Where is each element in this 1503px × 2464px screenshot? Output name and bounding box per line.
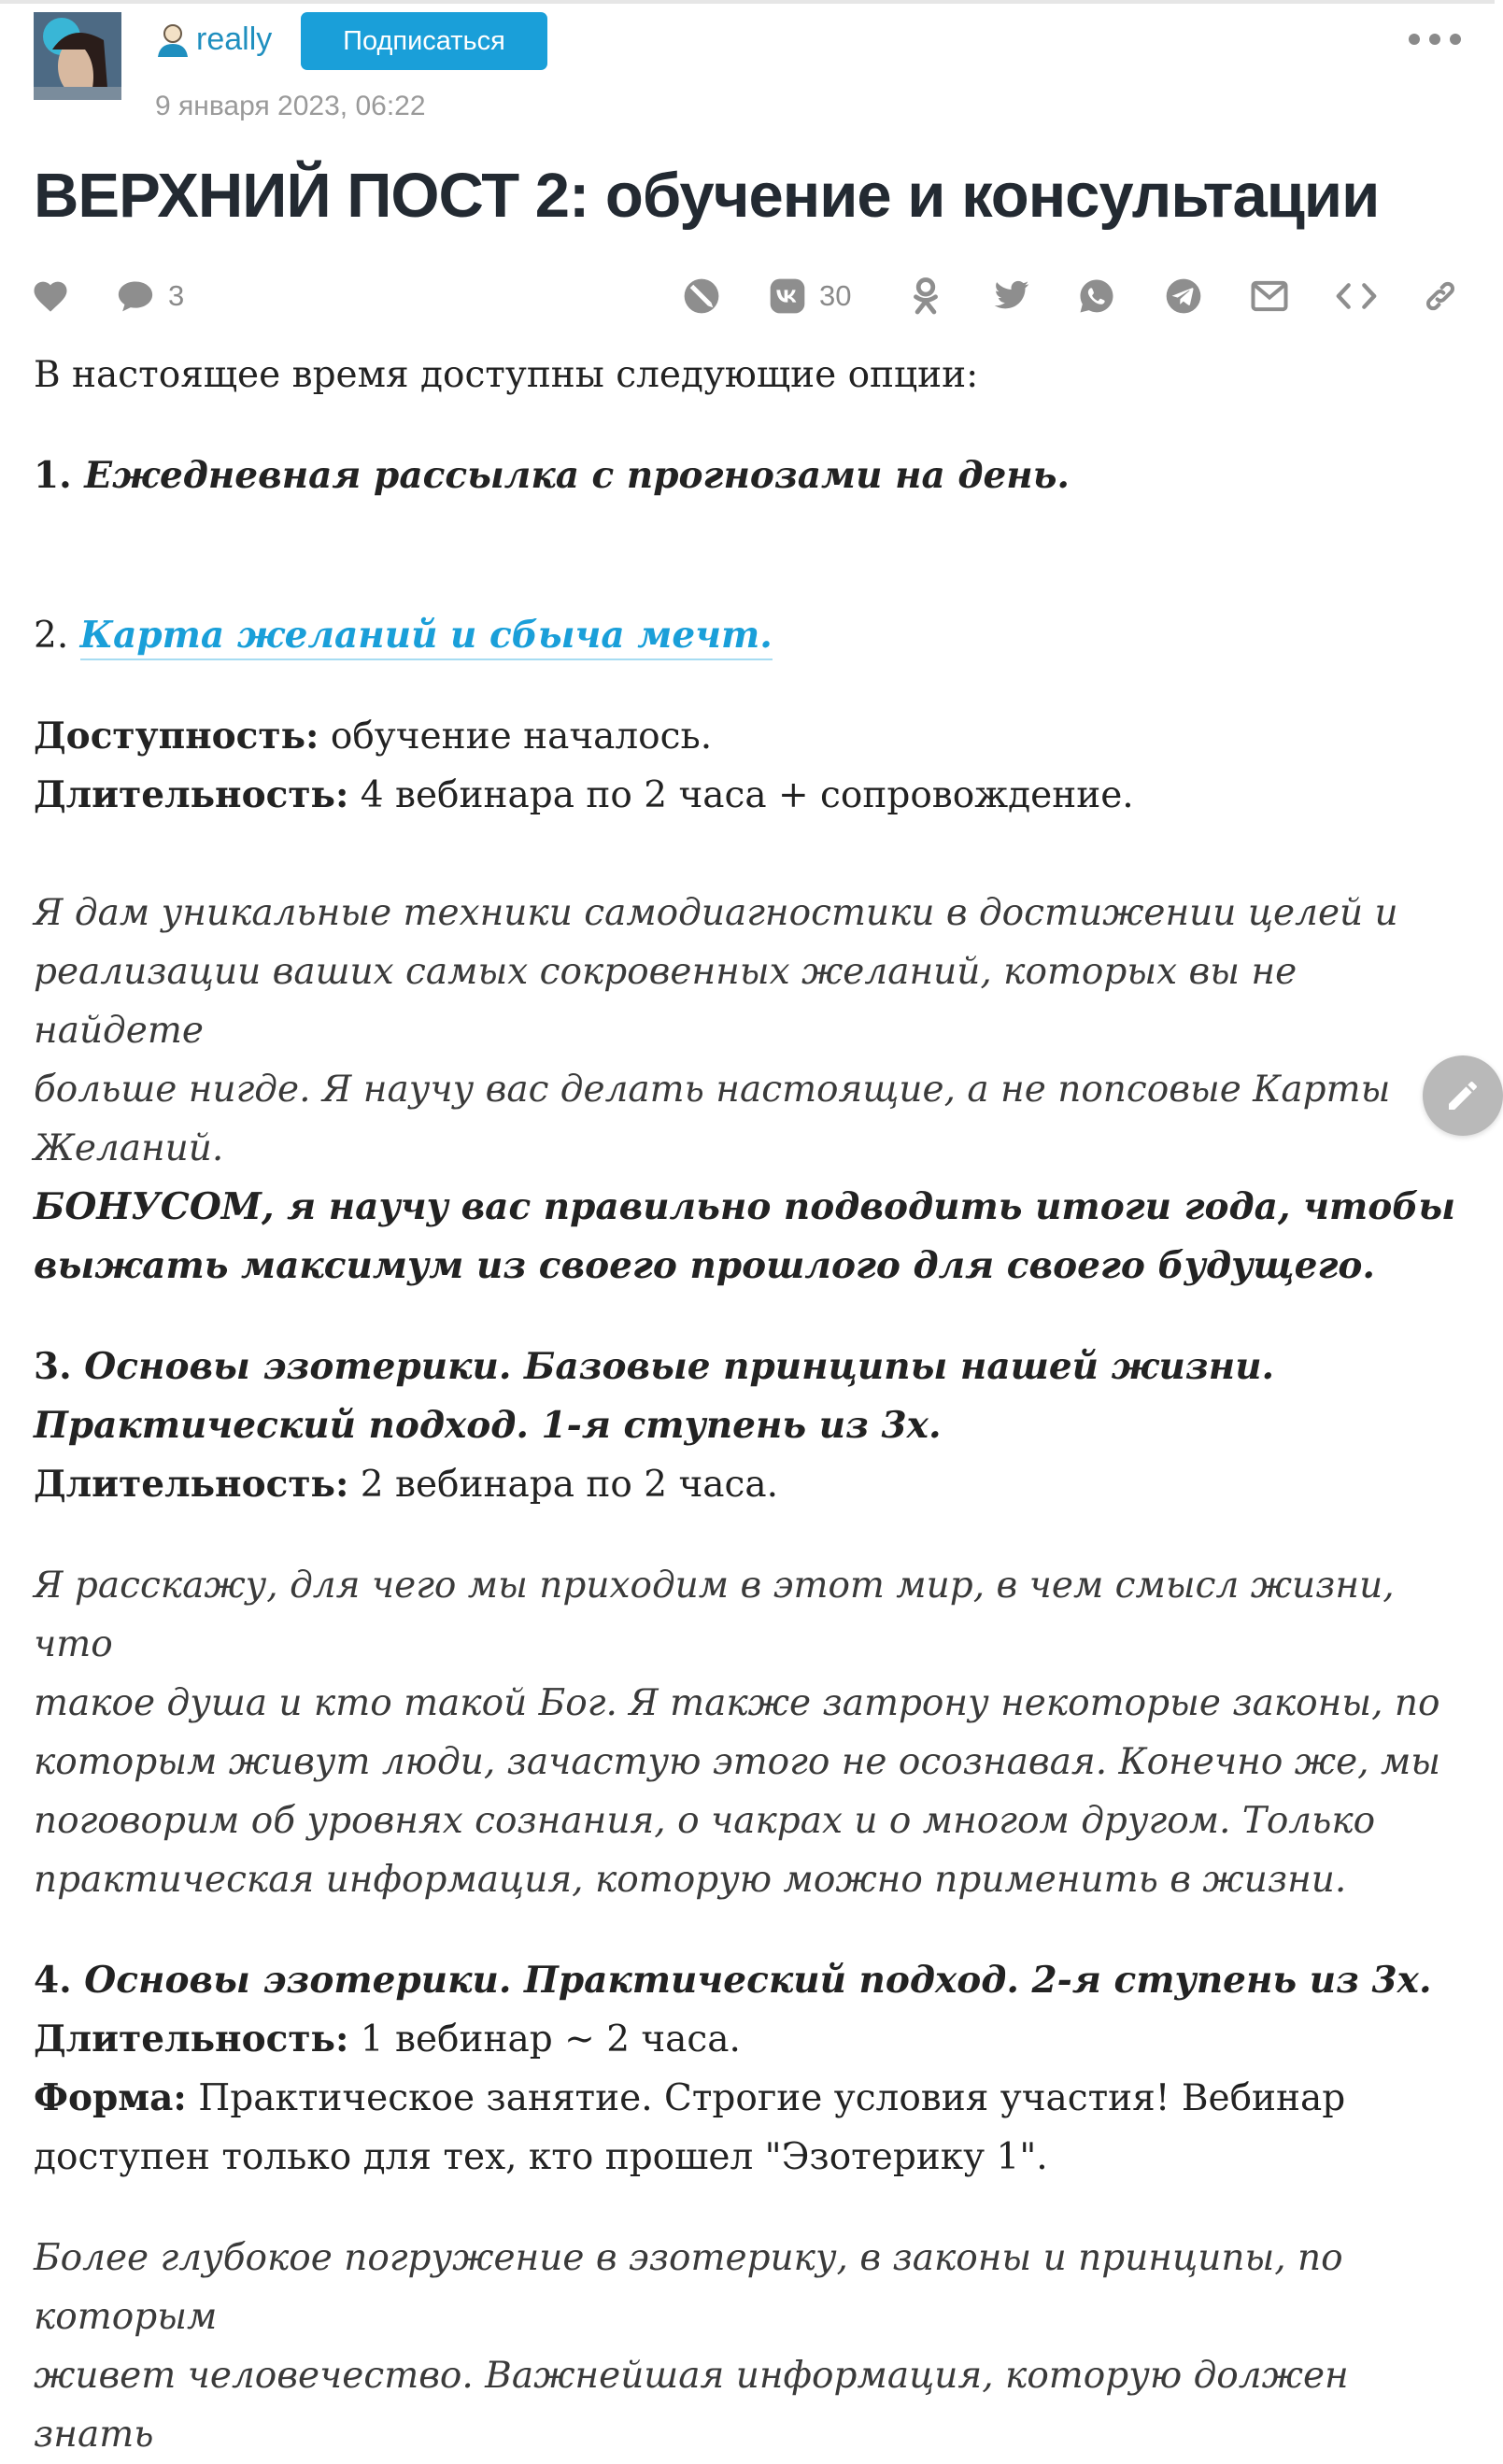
author-avatar[interactable] xyxy=(34,12,121,100)
item-2-availability xyxy=(34,707,1463,766)
item-2-bonus-line: БОНУСОМ, я научу вас правильно подводить итоги года, чтобы xyxy=(34,1185,1456,1228)
like-button[interactable] xyxy=(32,273,69,319)
item-2-description-line: Я дам уникальные техники самодиагностики в достижении целей и xyxy=(34,892,1398,934)
item-3-description-line: практическая информация, которую можно применить в жизни. xyxy=(34,1859,1347,1901)
item-4-description-line: Более глубокое погружение в эзотерику, в законы и принципы, по которым xyxy=(34,2237,1343,2338)
post-title: ВЕРХНИЙ ПОСТ 2: обучение и консультации xyxy=(34,161,1380,231)
intro-text: В настоящее время доступны следующие опции: xyxy=(34,354,979,396)
item-1-number: 1. xyxy=(34,454,85,497)
item-2-description-line: Желаний. xyxy=(34,1127,224,1169)
pencil-icon xyxy=(1444,1077,1482,1114)
share-telegram-button[interactable] xyxy=(1165,273,1202,319)
item-3-duration xyxy=(34,1455,1463,1514)
item-4-heading xyxy=(34,1951,1463,2010)
wish-map-link[interactable]: Карта желаний и сбыча мечт. xyxy=(80,614,773,660)
item-2-heading xyxy=(34,606,1463,665)
share-twitter-button[interactable] xyxy=(993,273,1030,319)
embed-code-button[interactable] xyxy=(1336,273,1377,319)
link-icon xyxy=(1422,277,1459,315)
whatsapp-icon xyxy=(1078,277,1115,315)
item-3-number: 3. xyxy=(34,1345,85,1388)
heart-icon xyxy=(32,278,69,314)
more-options-button[interactable] xyxy=(1409,24,1461,54)
duration-value: 4 вебинара по 2 часа + сопровождение. xyxy=(348,774,1134,816)
twitter-icon xyxy=(993,280,1030,312)
item-4-form-continued: доступен только для тех, кто прошел "Эзотерику 1". xyxy=(34,2136,1048,2178)
share-vk-button[interactable] xyxy=(769,273,851,319)
post-body xyxy=(34,346,1463,2464)
copy-link-button[interactable] xyxy=(1422,273,1459,319)
item-4-duration xyxy=(34,2010,1463,2069)
item-3-heading xyxy=(34,1338,1463,1396)
odnoklassniki-icon xyxy=(910,276,942,316)
duration-label: Длительность: xyxy=(34,1463,349,1506)
availability-value: обучение началось. xyxy=(319,715,713,758)
item-4-form xyxy=(34,2069,1463,2128)
post-date: 9 января 2023, 06:22 xyxy=(155,91,426,121)
dot-icon xyxy=(1450,34,1461,45)
comment-icon xyxy=(116,278,155,314)
item-3-description-line: такое душа и кто такой Бог. Я также затрону некоторые законы, по xyxy=(34,1682,1440,1724)
comments-button[interactable] xyxy=(116,273,184,319)
subscribe-button[interactable]: Подписаться xyxy=(301,12,547,70)
item-2-bonus-line: выжать максимум из своего прошлого для своего будущего. xyxy=(34,1244,1375,1287)
dot-icon xyxy=(1429,34,1440,45)
item-3-subtitle: Практический подход. 1-я ступень из 3х. xyxy=(34,1404,942,1447)
item-2-description-line: реализации ваших самых сокровенных желаний, которых вы не найдете xyxy=(34,951,1297,1052)
item-4-description-line: живет человечество. Важнейшая информация, которую должен знать xyxy=(34,2355,1349,2456)
code-icon xyxy=(1336,282,1377,310)
item-4-number: 4. xyxy=(34,1959,85,2002)
share-livejournal-button[interactable] xyxy=(682,273,721,319)
duration-label: Длительность: xyxy=(34,2018,349,2060)
vk-share-count: 30 xyxy=(819,279,852,312)
duration-value: 1 вебинар ~ 2 часа. xyxy=(348,2018,741,2060)
item-1-title: Ежедневная рассылка с прогнозами на день. xyxy=(84,454,1071,497)
item-4-title: Основы эзотерики. Практический подход. 2-я ступень из 3х. xyxy=(84,1959,1432,2002)
item-2-description-line: больше нигде. Я научу вас делать настоящие, а не попсовые Карты xyxy=(34,1069,1391,1111)
top-divider xyxy=(0,0,1495,4)
share-whatsapp-button[interactable] xyxy=(1078,273,1115,319)
share-email-button[interactable] xyxy=(1251,273,1288,319)
email-icon xyxy=(1251,280,1288,312)
item-3-description-line: которым живут люди, зачастую этого не осознавая. Конечно же, мы xyxy=(34,1741,1441,1783)
item-3-description-line: Я расскажу, для чего мы приходим в этот мир, в чем смысл жизни, что xyxy=(34,1565,1395,1665)
dot-icon xyxy=(1409,34,1420,45)
item-1-heading xyxy=(34,446,1463,505)
vk-icon xyxy=(769,277,806,315)
edit-button[interactable] xyxy=(1423,1055,1503,1136)
item-2-duration xyxy=(34,766,1463,825)
duration-label: Длительность: xyxy=(34,773,349,816)
form-label: Форма: xyxy=(34,2076,187,2119)
user-icon xyxy=(154,21,191,59)
item-2-number: 2. xyxy=(34,615,80,657)
duration-value: 2 вебинара по 2 часа. xyxy=(348,1464,778,1506)
share-odnoklassniki-button[interactable] xyxy=(910,273,942,319)
item-3-title: Основы эзотерики. Базовые принципы нашей жизни. xyxy=(84,1345,1275,1388)
telegram-icon xyxy=(1165,277,1202,315)
availability-label: Доступность: xyxy=(34,715,319,758)
author-name[interactable]: really xyxy=(196,21,273,57)
livejournal-icon xyxy=(682,276,721,316)
form-value: Практическое занятие. Строгие условия участия! Вебинар xyxy=(186,2077,1346,2119)
comments-count: 3 xyxy=(168,279,185,312)
item-3-description-line: поговорим об уровнях сознания, о чакрах и о многом другом. Только xyxy=(34,1800,1376,1842)
